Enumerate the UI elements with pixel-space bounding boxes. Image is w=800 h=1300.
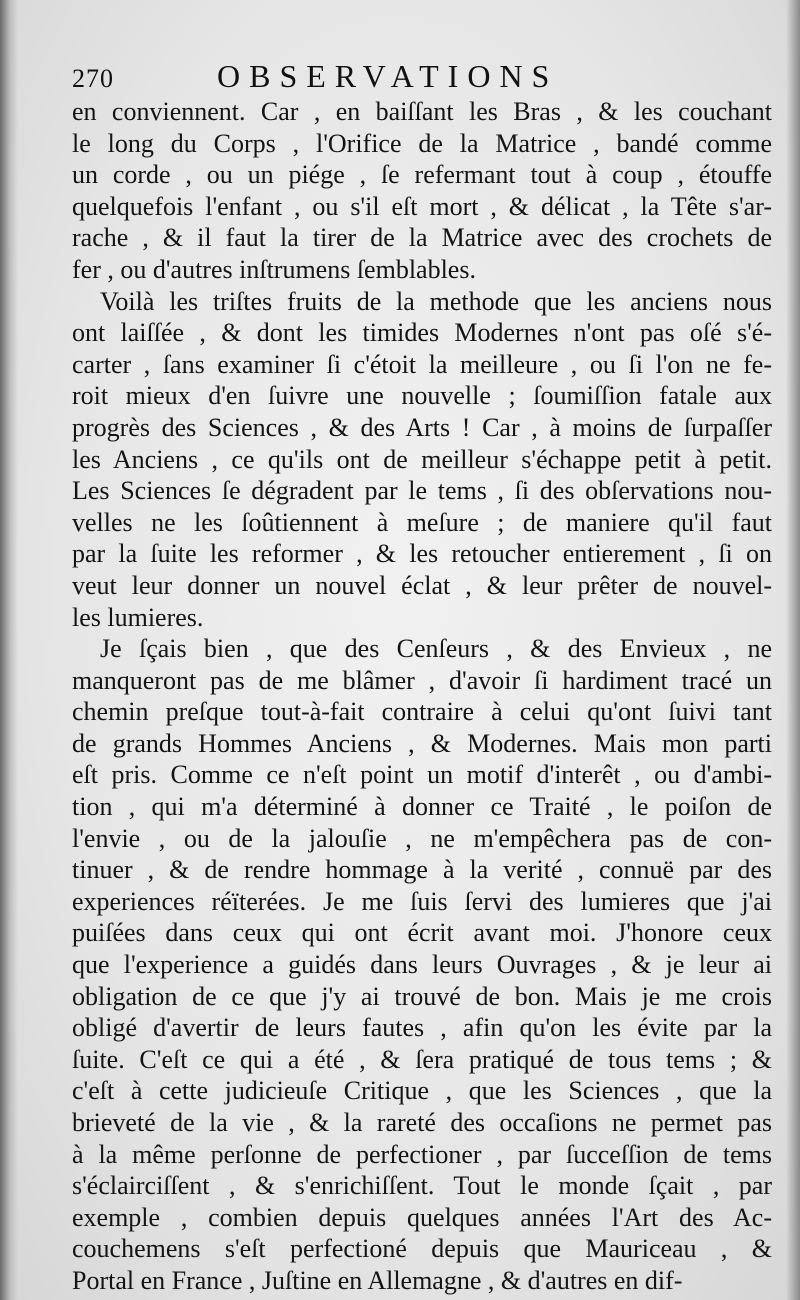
- text-line: puiſées dans ceux qui ont écrit avant moi. J'honore ceux: [72, 918, 772, 948]
- text-line: l'envie , ou de la jalouſie , ne m'empêchera pas de con-: [72, 823, 772, 853]
- text-line: carter , ſans examiner ſi c'étoit la meilleure , ou ſi l'on ne fe-: [72, 349, 772, 379]
- text-line: à la même perſonne de perfectioner , par ſucceſſion de tems: [72, 1139, 772, 1169]
- text-line: Les Sciences ſe dégradent par le tems , ſi des obſervations nou-: [72, 476, 772, 506]
- paragraph: [72, 96, 772, 286]
- text-line: brieveté de la vie , & la rareté des occaſions ne permet pas: [72, 1108, 772, 1137]
- text-line: quelquefois l'enfant , ou s'il eſt mort , & délicat , la Tête s'ar-: [72, 191, 772, 221]
- body-text: [72, 96, 772, 1297]
- text-line: manqueront pas de me blâmer , d'avoir ſi hardiment tracé un: [72, 665, 772, 695]
- page-header: [72, 58, 772, 98]
- text-line: obligé d'avertir de leurs fautes , afin qu'on les évite par la: [72, 1013, 772, 1043]
- text-line: fer , ou d'autres inſtrumens ſemblables.: [72, 254, 476, 284]
- text-line: obligation de ce que j'y ai trouvé de bon. Mais je me crois: [72, 981, 772, 1011]
- text-line: c'eſt à cette judicieuſe Critique , que les Sciences , que la: [72, 1076, 772, 1106]
- text-line: eſt pris. Comme ce n'eſt point un motif d'interêt , ou d'ambi-: [72, 760, 772, 790]
- text-line: progrès des Sciences , & des Arts ! Car , à moins de ſurpaſſer: [72, 412, 772, 442]
- text-line: veut leur donner un nouvel éclat , & leur prêter de nouvel-: [72, 570, 772, 600]
- paragraph: [72, 286, 772, 634]
- page-edge-shadow: [786, 0, 800, 1300]
- text-line: couchemens s'eſt perfectioné depuis que Mauriceau , &: [72, 1234, 772, 1264]
- text-line: le long du Corps , l'Orifice de la Matrice , bandé comme: [72, 128, 772, 158]
- text-line: tion , qui m'a déterminé à donner ce Traité , le poiſon de: [72, 792, 772, 822]
- text-line: un corde , ou un piége , ſe refermant tout à coup , étouffe: [72, 160, 772, 190]
- paragraph: [72, 633, 772, 1296]
- text-line: Voilà les triſtes fruits de la methode que les anciens nous: [100, 286, 772, 316]
- text-line: rache , & il faut la tirer de la Matrice avec des crochets de: [72, 223, 772, 253]
- text-line: Je ſçais bien , que des Cenſeurs , & des Envieux , ne: [100, 634, 772, 664]
- text-line: Portal en France , Juſtine en Allemagne , & d'autres en dif-: [72, 1265, 683, 1295]
- text-line: en conviennent. Car , en baiſſant les Bras , & les couchant: [72, 97, 772, 126]
- page-gutter-shadow: [0, 0, 18, 1300]
- text-line: les Anciens , ce qu'ils ont de meilleur s'échappe petit à petit.: [72, 444, 772, 474]
- text-line: par la ſuite les reformer , & les retoucher entierement , ſi on: [72, 539, 772, 569]
- text-line: s'éclairciſſent , & s'enrichiſſent. Tout le monde ſçait , par: [72, 1171, 772, 1201]
- text-line: exemple , combien depuis quelques années l'Art des Ac-: [72, 1202, 772, 1232]
- text-line: roit mieux d'en ſuivre une nouvelle ; ſoumiſſion fatale aux: [72, 381, 772, 411]
- text-line: de grands Hommes Anciens , & Modernes. Mais mon parti: [72, 728, 772, 758]
- text-line: ſuite. C'eſt ce qui a été , & ſera pratiqué de tous tems ; &: [72, 1044, 772, 1074]
- text-line: chemin preſque tout-à-fait contraire à celui qu'ont ſuivi tant: [72, 697, 772, 727]
- text-line: ont laiſſée , & dont les timides Modernes n'ont pas oſé s'é-: [72, 318, 772, 348]
- text-line: velles ne les ſoûtiennent à meſure ; de maniere qu'il faut: [72, 507, 772, 537]
- text-line: experiences réïterées. Je me ſuis ſervi des lumieres que j'ai: [72, 886, 772, 916]
- running-title: OBSERVATIONS: [217, 58, 559, 94]
- page-number: 270: [72, 64, 114, 93]
- text-line: tinuer , & de rendre hommage à la verité , connuë par des: [72, 855, 772, 885]
- text-line: les lumieres.: [72, 602, 204, 632]
- text-line: que l'experience a guidés dans leurs Ouvrages , & je leur ai: [72, 950, 772, 980]
